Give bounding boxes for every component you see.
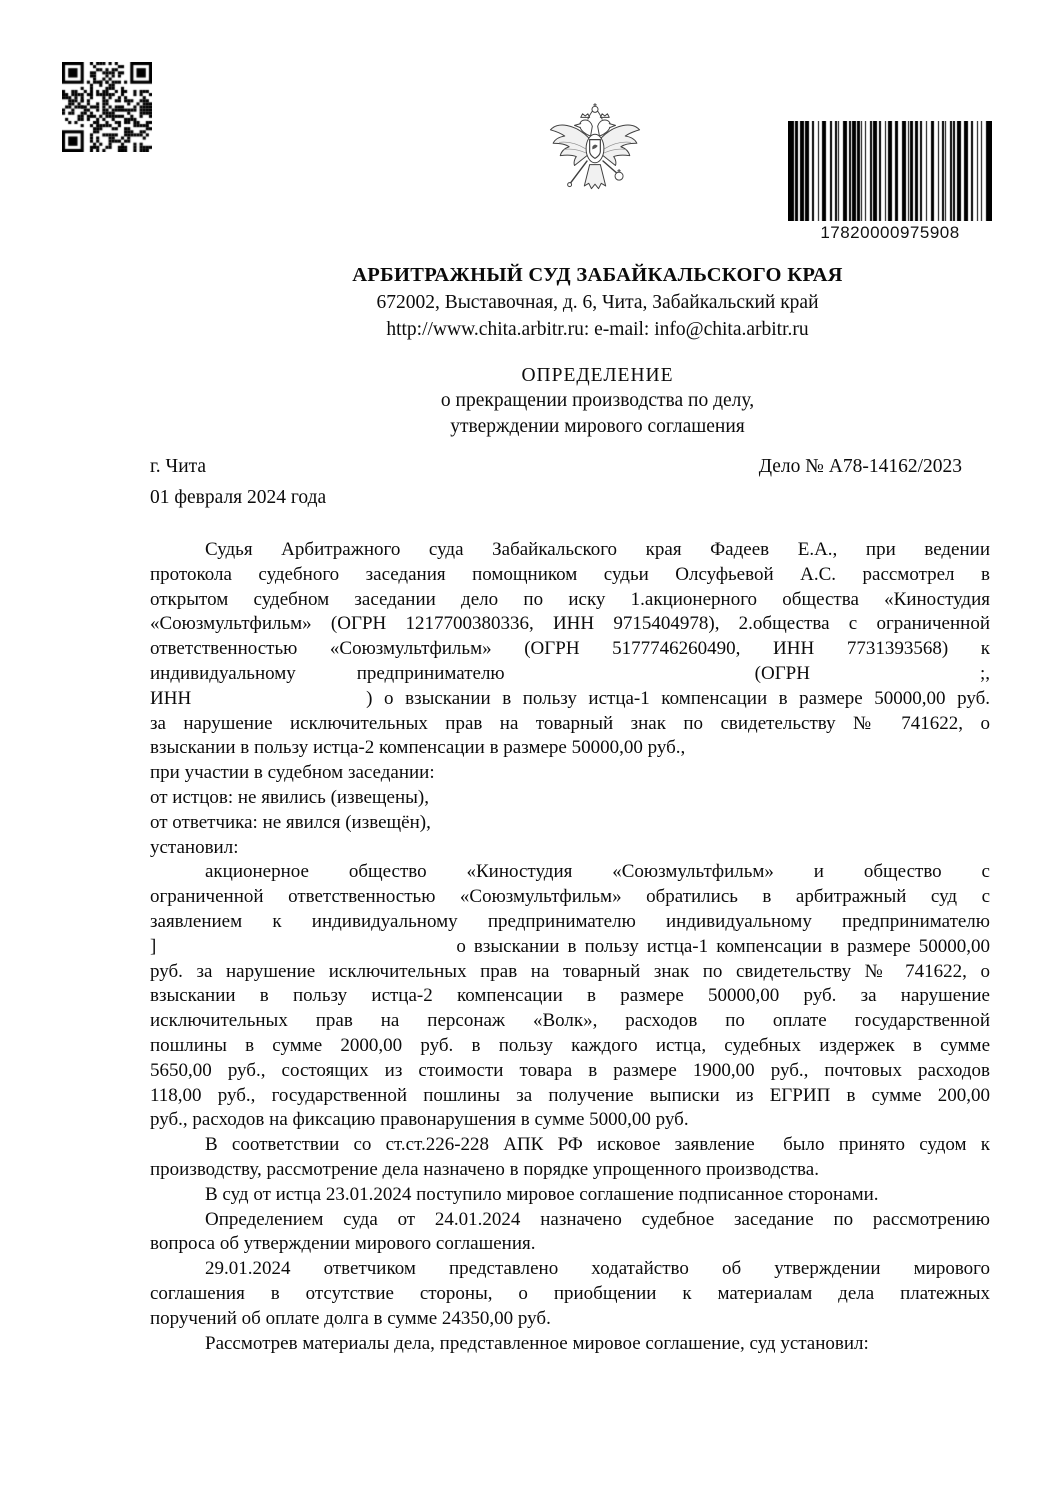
text-segment: ) о взыскании в пользу истца-1 компенсации в размере 50000,00 руб. (366, 687, 990, 709)
document-line (150, 662, 990, 687)
text-segment: пошлины в сумме 2000,00 руб. в пользу каждого истца, судебных издержек в сумме (150, 1034, 990, 1056)
document-line (150, 910, 990, 935)
text-segment: руб., расходов на фиксацию правонарушения в сумме 5000,00 руб. (150, 1109, 689, 1131)
text-segment: ответственностью «Союзмультфильм» (ОГРН 5177746260490, ИНН 7731393568) к (150, 638, 990, 660)
text-segment: В соответствии со ст.ст.226-228 АПК РФ исковое заявление было принято судом к (205, 1134, 990, 1156)
document-line (150, 687, 990, 712)
document-line (150, 563, 990, 588)
document-line (150, 612, 990, 637)
document-line (150, 860, 990, 885)
text-segment: при участии в судебном заседании: (150, 762, 435, 784)
text-segment: соглашения в отсутствие стороны, о приобщении к материалам дела платежных (150, 1282, 990, 1304)
document-line (150, 1282, 990, 1307)
document-title: ОПРЕДЕЛЕНИЕ (521, 365, 674, 386)
text-segment: Рассмотрев материалы дела, представленное мировое соглашение, суд установил: (205, 1332, 869, 1354)
text-segment: за нарушение исключительных прав на товарный знак по свидетельству № 741622, о (150, 712, 990, 734)
document-line (150, 811, 990, 836)
court-contacts: http://www.chita.arbitr.ru: e-mail: info@chita.arbitr.ru (386, 319, 809, 340)
text-segment: протокола судебного заседания помощником судьи Олсуфьевой А.С. рассмотрел в (150, 563, 990, 585)
text-segment: ИНН (150, 687, 192, 709)
text-segment: 118,00 руб., государственной пошлины за получение выписки из ЕГРИП в сумме 200,00 (150, 1084, 990, 1106)
document-line (150, 1232, 990, 1257)
document-line (150, 1034, 990, 1059)
text-segment: взыскании в пользу истца-2 компенсации в размере 50000,00 руб. за нарушение (150, 985, 990, 1007)
document-date: 01 февраля 2024 года (150, 487, 327, 508)
document-line (150, 637, 990, 662)
document-title-block (210, 363, 985, 439)
redacted-blank (505, 678, 755, 679)
text-segment: индивидуальному предпринимателю (150, 662, 505, 684)
barcode-number: 17820000975908 (820, 223, 960, 242)
text-segment: Определением суда от 24.01.2024 назначено судебное заседание по рассмотрению (205, 1208, 990, 1230)
barcode-icon (788, 121, 992, 221)
document-line (150, 1009, 990, 1034)
text-segment: о взыскании в пользу истца-1 компенсации в размере 50000,00 (456, 935, 990, 957)
text-segment: Судья Арбитражного суда Забайкальского края Фадеев Е.А., при ведении (205, 539, 990, 560)
document-line (150, 736, 990, 761)
document-line (150, 885, 990, 910)
text-segment: ;, (979, 662, 990, 684)
document-line (150, 1059, 990, 1084)
document-line (150, 1257, 990, 1282)
text-segment: вопроса об утверждении мирового соглашения. (150, 1233, 536, 1255)
text-segment: руб. за нарушение исключительных прав на товарный знак по свидетельству № 741622, о (150, 960, 990, 982)
text-segment: от истцов: не явились (извещены), (150, 786, 429, 808)
text-segment: взыскании в пользу истца-2 компенсации в размере 50000,00 руб., (150, 737, 686, 759)
document-line (150, 1133, 990, 1158)
document-line (150, 1332, 990, 1357)
redacted-blank (810, 678, 980, 679)
document-line (150, 960, 990, 985)
court-address: 672002, Выставочная, д. 6, Чита, Забайкальский край (376, 292, 819, 313)
document-line (150, 1183, 990, 1208)
document-line (150, 1084, 990, 1109)
text-segment: поручений об оплате долга в сумме 24350,00 руб. (150, 1307, 551, 1329)
document-line (150, 1307, 990, 1332)
document-line (150, 984, 990, 1009)
text-segment: открытом судебном заседании дело по иску 1.акционерного общества «Киностудия (150, 588, 990, 610)
redacted-blank (191, 703, 366, 704)
document-line (150, 1208, 990, 1233)
case-number: Дело № А78-14162/2023 (758, 456, 962, 477)
text-segment: акционерное общество «Киностудия «Союзмультфильм» и общество с (205, 861, 990, 883)
document-line (150, 935, 990, 960)
city-label: г. Чита (150, 456, 207, 477)
text-segment: В суд от истца 23.01.2024 поступило мировое соглашение подписанное сторонами. (205, 1183, 879, 1205)
document-line (150, 761, 990, 786)
court-header (210, 262, 985, 343)
text-segment: 29.01.2024 ответчиком представлено ходатайство об утверждении мирового (205, 1258, 990, 1280)
document-subtitle-2: утверждении мирового соглашения (450, 415, 745, 437)
document-line (150, 588, 990, 613)
text-segment: 5650,00 руб., состоящих из стоимости товара в размере 1900,00 руб., почтовых расходов (150, 1059, 990, 1081)
text-segment: установил: (150, 836, 239, 858)
document-line (150, 712, 990, 737)
text-segment: (ОГРН (754, 662, 810, 684)
text-segment: ограниченной ответственностью «Союзмультфильм» обратились в арбитражный суд с (150, 886, 990, 908)
coat-of-arms-icon (546, 102, 644, 204)
document-line (150, 1108, 990, 1133)
text-segment: ] (150, 935, 157, 957)
qr-code-icon (62, 62, 152, 152)
text-segment: исключительных прав на персонаж «Волк», расходов по оплате государственной (150, 1010, 990, 1032)
document-line (150, 836, 990, 861)
barcode-block (788, 121, 992, 243)
text-segment: заявлением к индивидуальному предпринимателю индивидуальному предпринимателю (150, 910, 990, 932)
court-name: АРБИТРАЖНЫЙ СУД ЗАБАЙКАЛЬСКОГО КРАЯ (352, 264, 843, 286)
text-segment: производству, рассмотрение дела назначено в порядке упрощенного производства. (150, 1158, 819, 1180)
document-subtitle-1: о прекращении производства по делу, (440, 390, 755, 412)
document-line (150, 1158, 990, 1183)
case-meta (150, 456, 990, 509)
document-body (150, 538, 990, 1356)
redacted-blank (156, 951, 456, 952)
document-line (150, 538, 990, 563)
text-segment: «Союзмультфильм» (ОГРН 1217700380336, ИНН 9715404978), 2.общества с ограниченной (150, 613, 990, 635)
text-segment: от ответчика: не явился (извещён), (150, 811, 431, 833)
document-line (150, 786, 990, 811)
